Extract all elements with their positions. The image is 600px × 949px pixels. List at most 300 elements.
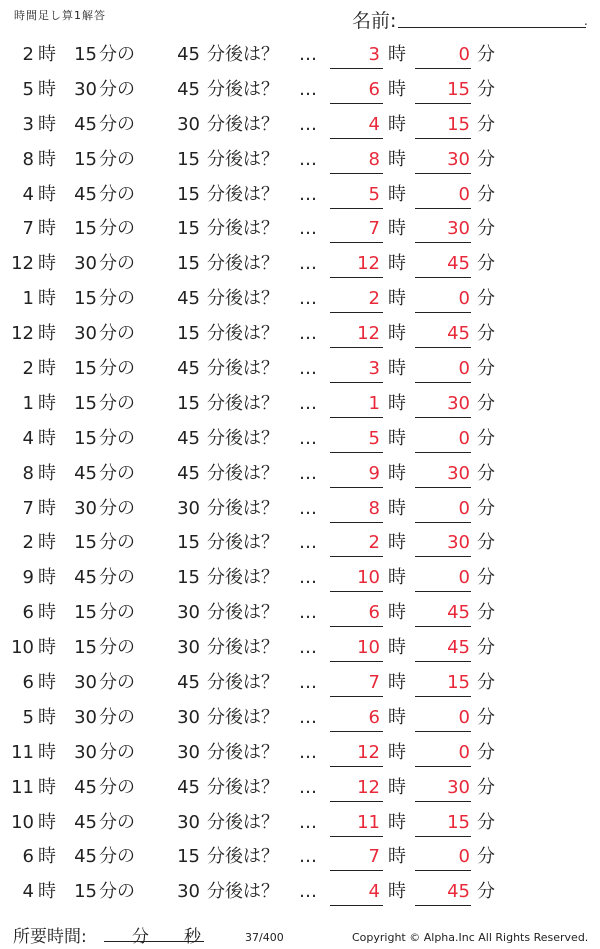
answer-hour-underline (330, 417, 383, 418)
answer-hour-underline (330, 487, 383, 488)
start-hour: 7 (22, 218, 34, 240)
minute-of-label: 分の (99, 113, 135, 135)
answer-minute[interactable]: 0 (458, 183, 470, 205)
start-hour: 2 (22, 44, 34, 65)
answer-minute[interactable]: 45 (447, 637, 470, 659)
start-hour: 12 (11, 253, 34, 275)
answer-hour-label: 時 (388, 183, 406, 205)
name-field-dot: . (584, 14, 588, 28)
start-minute: 45 (74, 462, 97, 484)
ellipsis: … (299, 44, 317, 65)
answer-minute-label: 分 (477, 78, 495, 100)
answer-hour-underline (330, 556, 383, 557)
answer-minute-underline (415, 242, 471, 243)
minutes-after-label: 分後は？ (207, 113, 279, 135)
copyright-text: Copyright © Alpha.Inc All Rights Reserved. (352, 931, 589, 944)
answer-hour[interactable]: 2 (368, 288, 380, 310)
minute-of-label: 分の (99, 323, 135, 345)
start-minute: 15 (74, 881, 97, 903)
answer-minute-underline (415, 487, 471, 488)
added-minutes: 45 (177, 358, 200, 380)
minutes-after-label: 分後は？ (207, 392, 279, 414)
ellipsis: … (299, 392, 317, 414)
added-minutes: 45 (177, 427, 200, 449)
minute-of-label: 分の (99, 881, 135, 903)
start-hour: 4 (22, 881, 34, 903)
ellipsis: … (299, 497, 317, 519)
answer-hour-underline (330, 242, 383, 243)
problem-row (0, 736, 600, 771)
answer-hour-label: 時 (388, 462, 406, 484)
answer-minute[interactable]: 30 (447, 462, 470, 484)
answer-hour-label: 時 (388, 358, 406, 380)
answer-minute-label: 分 (477, 811, 495, 833)
answer-minute-underline (415, 626, 471, 627)
added-minutes: 30 (177, 706, 200, 728)
answer-minute[interactable]: 45 (447, 602, 470, 624)
hour-label: 時 (38, 706, 56, 728)
minute-of-label: 分の (99, 811, 135, 833)
answer-minute-underline (415, 173, 471, 174)
start-hour: 2 (22, 532, 34, 554)
answer-minute-underline (415, 801, 471, 802)
added-minutes: 30 (177, 637, 200, 659)
answer-minute[interactable]: 45 (447, 881, 470, 903)
start-hour: 3 (22, 113, 34, 135)
minute-of-label: 分の (99, 532, 135, 554)
answer-minute-underline (415, 277, 471, 278)
hour-label: 時 (38, 288, 56, 310)
problem-row (0, 317, 600, 352)
ellipsis: … (299, 323, 317, 345)
answer-hour[interactable]: 6 (368, 78, 380, 100)
minute-of-label: 分の (99, 672, 135, 694)
answer-hour[interactable]: 7 (368, 846, 380, 868)
minute-of-label: 分の (99, 462, 135, 484)
answer-hour-label: 時 (388, 811, 406, 833)
answer-minute[interactable]: 30 (447, 776, 470, 798)
answer-minute[interactable]: 0 (458, 846, 470, 868)
answer-minute[interactable]: 0 (458, 497, 470, 519)
problem-row (0, 771, 600, 806)
answer-minute-underline (415, 836, 471, 837)
worksheet-title: 時間足し算1解答 (14, 9, 106, 22)
minute-of-label: 分の (99, 567, 135, 589)
minute-of-label: 分の (99, 288, 135, 310)
answer-hour[interactable]: 5 (368, 183, 380, 205)
ellipsis: … (299, 532, 317, 554)
answer-minute-underline (415, 661, 471, 662)
start-hour: 12 (11, 323, 34, 345)
answer-minute[interactable]: 0 (458, 427, 470, 449)
added-minutes: 15 (177, 218, 200, 240)
minutes-after-label: 分後は？ (207, 672, 279, 694)
answer-hour[interactable]: 7 (368, 672, 380, 694)
ellipsis: … (299, 811, 317, 833)
answer-minute-label: 分 (477, 881, 495, 903)
answer-hour-underline (330, 836, 383, 837)
start-minute: 45 (74, 183, 97, 205)
start-minute: 30 (74, 323, 97, 345)
answer-minute-label: 分 (477, 358, 495, 380)
answer-minute-label: 分 (477, 776, 495, 798)
start-hour: 1 (22, 392, 34, 414)
added-minutes: 15 (177, 532, 200, 554)
start-minute: 45 (74, 846, 97, 868)
added-minutes: 30 (177, 497, 200, 519)
minutes-after-label: 分後は？ (207, 253, 279, 275)
answer-minute-underline (415, 208, 471, 209)
problem-row (0, 387, 600, 422)
ellipsis: … (299, 602, 317, 624)
ellipsis: … (299, 113, 317, 135)
answer-hour[interactable]: 10 (357, 567, 380, 589)
answer-hour-label: 時 (388, 846, 406, 868)
ellipsis: … (299, 776, 317, 798)
answer-minute-label: 分 (477, 288, 495, 310)
start-minute: 15 (74, 637, 97, 659)
minute-of-label: 分の (99, 846, 135, 868)
hour-label: 時 (38, 462, 56, 484)
added-minutes: 30 (177, 113, 200, 135)
answer-hour-underline (330, 103, 383, 104)
answer-hour[interactable]: 12 (357, 776, 380, 798)
problem-row (0, 561, 600, 596)
answer-hour-label: 時 (388, 148, 406, 170)
start-hour: 5 (22, 78, 34, 100)
answer-minute-label: 分 (477, 497, 495, 519)
start-hour: 4 (22, 427, 34, 449)
problem-row (0, 457, 600, 492)
answer-minute[interactable]: 15 (447, 672, 470, 694)
problem-row (0, 701, 600, 736)
hour-label: 時 (38, 183, 56, 205)
minutes-after-label: 分後は？ (207, 358, 279, 380)
minute-of-label: 分の (99, 741, 135, 763)
start-hour: 1 (22, 288, 34, 310)
answer-hour-label: 時 (388, 218, 406, 240)
minutes-after-label: 分後は？ (207, 846, 279, 868)
minutes-after-label: 分後は？ (207, 78, 279, 100)
answer-minute-label: 分 (477, 846, 495, 868)
added-minutes: 15 (177, 846, 200, 868)
start-minute: 30 (74, 741, 97, 763)
added-minutes: 45 (177, 78, 200, 100)
answer-hour-underline (330, 905, 383, 906)
start-minute: 45 (74, 811, 97, 833)
answer-hour-underline (330, 801, 383, 802)
added-minutes: 30 (177, 741, 200, 763)
minutes-after-label: 分後は？ (207, 706, 279, 728)
problem-row (0, 282, 600, 317)
start-hour: 5 (22, 706, 34, 728)
answer-hour[interactable]: 1 (368, 392, 380, 414)
answer-hour[interactable]: 4 (368, 113, 380, 135)
start-hour: 8 (22, 462, 34, 484)
added-minutes: 30 (177, 881, 200, 903)
problem-row (0, 247, 600, 282)
answer-minute-underline (415, 905, 471, 906)
answer-hour-label: 時 (388, 567, 406, 589)
minutes-after-label: 分後は？ (207, 532, 279, 554)
answer-hour-underline (330, 312, 383, 313)
hour-label: 時 (38, 218, 56, 240)
answer-hour-label: 時 (388, 78, 406, 100)
answer-minute[interactable]: 0 (458, 567, 470, 589)
problem-row (0, 666, 600, 701)
answer-minute[interactable]: 15 (447, 113, 470, 135)
answer-minute-underline (415, 696, 471, 697)
start-hour: 6 (22, 602, 34, 624)
minute-of-label: 分の (99, 148, 135, 170)
minute-of-label: 分の (99, 358, 135, 380)
answer-hour-label: 時 (388, 532, 406, 554)
answer-hour[interactable]: 9 (368, 462, 380, 484)
answer-minute-underline (415, 556, 471, 557)
answer-minute-label: 分 (477, 637, 495, 659)
start-minute: 15 (74, 44, 97, 65)
hour-label: 時 (38, 672, 56, 694)
hour-label: 時 (38, 253, 56, 275)
start-minute: 30 (74, 706, 97, 728)
minutes-after-label: 分後は？ (207, 881, 279, 903)
ellipsis: … (299, 672, 317, 694)
start-minute: 15 (74, 358, 97, 380)
problem-row (0, 178, 600, 213)
answer-hour-label: 時 (388, 672, 406, 694)
answer-hour-underline (330, 452, 383, 453)
ellipsis: … (299, 846, 317, 868)
ellipsis: … (299, 881, 317, 903)
answer-minute-label: 分 (477, 462, 495, 484)
answer-minute[interactable]: 30 (447, 392, 470, 414)
answer-minute-underline (415, 417, 471, 418)
answer-minute-label: 分 (477, 741, 495, 763)
answer-minute[interactable]: 0 (458, 288, 470, 310)
answer-minute[interactable]: 45 (447, 253, 470, 275)
start-minute: 30 (74, 497, 97, 519)
start-hour: 9 (22, 567, 34, 589)
minute-of-label: 分の (99, 776, 135, 798)
minutes-after-label: 分後は？ (207, 288, 279, 310)
problem-row (0, 526, 600, 561)
start-minute: 30 (74, 672, 97, 694)
ellipsis: … (299, 253, 317, 275)
added-minutes: 30 (177, 811, 200, 833)
required-time-label: 所要時間: (13, 927, 87, 947)
answer-hour[interactable]: 7 (368, 218, 380, 240)
answer-hour[interactable]: 6 (368, 706, 380, 728)
hour-label: 時 (38, 532, 56, 554)
answer-minute[interactable]: 0 (458, 741, 470, 763)
answer-minute[interactable]: 45 (447, 323, 470, 345)
start-minute: 15 (74, 288, 97, 310)
start-minute: 15 (74, 148, 97, 170)
minutes-after-label: 分後は？ (207, 637, 279, 659)
problem-row (0, 73, 600, 108)
answer-minute[interactable]: 30 (447, 148, 470, 170)
answer-hour[interactable]: 11 (357, 811, 380, 833)
minute-of-label: 分の (99, 253, 135, 275)
added-minutes: 15 (177, 323, 200, 345)
minutes-after-label: 分後は？ (207, 776, 279, 798)
required-time-minutes: 分 (132, 927, 149, 947)
minutes-after-label: 分後は？ (207, 183, 279, 205)
answer-hour-label: 時 (388, 497, 406, 519)
hour-label: 時 (38, 148, 56, 170)
minutes-after-label: 分後は？ (207, 44, 279, 65)
hour-label: 時 (38, 44, 56, 65)
answer-minute-underline (415, 591, 471, 592)
problem-row (0, 212, 600, 247)
start-minute: 15 (74, 427, 97, 449)
answer-hour[interactable]: 8 (368, 148, 380, 170)
answer-hour-underline (330, 68, 383, 69)
answer-hour-underline (330, 277, 383, 278)
ellipsis: … (299, 567, 317, 589)
answer-hour-underline (330, 696, 383, 697)
added-minutes: 45 (177, 44, 200, 65)
answer-hour-underline (330, 766, 383, 767)
hour-label: 時 (38, 427, 56, 449)
answer-minute-underline (415, 452, 471, 453)
answer-hour[interactable]: 3 (368, 44, 380, 65)
hour-label: 時 (38, 358, 56, 380)
start-hour: 8 (22, 148, 34, 170)
answer-hour[interactable]: 10 (357, 637, 380, 659)
start-hour: 6 (22, 672, 34, 694)
problem-row (0, 596, 600, 631)
answer-minute[interactable]: 0 (458, 44, 470, 65)
required-time-seconds: 秒 (184, 927, 201, 947)
answer-hour-label: 時 (388, 427, 406, 449)
start-minute: 45 (74, 567, 97, 589)
minute-of-label: 分の (99, 392, 135, 414)
answer-hour[interactable]: 4 (368, 881, 380, 903)
ellipsis: … (299, 358, 317, 380)
answer-hour[interactable]: 6 (368, 602, 380, 624)
start-minute: 30 (74, 253, 97, 275)
minutes-after-label: 分後は？ (207, 497, 279, 519)
name-field-line[interactable] (398, 27, 586, 28)
answer-hour[interactable]: 12 (357, 253, 380, 275)
answer-hour[interactable]: 5 (368, 427, 380, 449)
answer-hour[interactable]: 2 (368, 532, 380, 554)
answer-hour-label: 時 (388, 44, 406, 65)
answer-minute[interactable]: 15 (447, 78, 470, 100)
answer-hour[interactable]: 12 (357, 741, 380, 763)
answer-minute[interactable]: 0 (458, 358, 470, 380)
answer-minute-label: 分 (477, 113, 495, 135)
ellipsis: … (299, 706, 317, 728)
answer-minute-underline (415, 138, 471, 139)
minutes-after-label: 分後は？ (207, 741, 279, 763)
answer-minute-label: 分 (477, 672, 495, 694)
start-hour: 11 (11, 741, 34, 763)
problem-row (0, 631, 600, 666)
minute-of-label: 分の (99, 497, 135, 519)
answer-minute-underline (415, 312, 471, 313)
problem-row (0, 840, 600, 875)
ellipsis: … (299, 427, 317, 449)
problem-list (0, 38, 600, 910)
answer-hour-label: 時 (388, 881, 406, 903)
answer-hour-label: 時 (388, 741, 406, 763)
start-minute: 15 (74, 392, 97, 414)
answer-hour[interactable]: 12 (357, 323, 380, 345)
answer-hour-label: 時 (388, 706, 406, 728)
problem-row (0, 875, 600, 910)
answer-minute-label: 分 (477, 253, 495, 275)
ellipsis: … (299, 78, 317, 100)
minutes-after-label: 分後は？ (207, 148, 279, 170)
ellipsis: … (299, 637, 317, 659)
minutes-after-label: 分後は？ (207, 323, 279, 345)
answer-minute-label: 分 (477, 183, 495, 205)
answer-hour[interactable]: 3 (368, 358, 380, 380)
start-minute: 45 (74, 776, 97, 798)
answer-minute[interactable]: 0 (458, 706, 470, 728)
hour-label: 時 (38, 846, 56, 868)
answer-minute-underline (415, 103, 471, 104)
answer-hour-label: 時 (388, 637, 406, 659)
answer-hour-underline (330, 522, 383, 523)
answer-minute[interactable]: 15 (447, 811, 470, 833)
ellipsis: … (299, 288, 317, 310)
answer-hour-underline (330, 731, 383, 732)
minute-of-label: 分の (99, 183, 135, 205)
answer-hour-label: 時 (388, 602, 406, 624)
problem-row (0, 422, 600, 457)
answer-hour-underline (330, 138, 383, 139)
answer-hour-label: 時 (388, 253, 406, 275)
answer-minute-label: 分 (477, 392, 495, 414)
start-minute: 30 (74, 78, 97, 100)
answer-hour[interactable]: 8 (368, 497, 380, 519)
hour-label: 時 (38, 637, 56, 659)
problem-row (0, 352, 600, 387)
answer-minute[interactable]: 30 (447, 218, 470, 240)
answer-minute-label: 分 (477, 44, 495, 65)
start-hour: 10 (11, 637, 34, 659)
problem-row (0, 38, 600, 73)
answer-minute-underline (415, 382, 471, 383)
answer-hour-label: 時 (388, 392, 406, 414)
added-minutes: 45 (177, 672, 200, 694)
answer-hour-label: 時 (388, 113, 406, 135)
problem-row (0, 108, 600, 143)
answer-minute-underline (415, 522, 471, 523)
minutes-after-label: 分後は？ (207, 427, 279, 449)
answer-minute-label: 分 (477, 706, 495, 728)
answer-minute-label: 分 (477, 427, 495, 449)
hour-label: 時 (38, 78, 56, 100)
answer-hour-underline (330, 661, 383, 662)
answer-minute-underline (415, 347, 471, 348)
answer-hour-underline (330, 208, 383, 209)
start-minute: 15 (74, 532, 97, 554)
ellipsis: … (299, 462, 317, 484)
hour-label: 時 (38, 113, 56, 135)
hour-label: 時 (38, 567, 56, 589)
hour-label: 時 (38, 392, 56, 414)
ellipsis: … (299, 148, 317, 170)
ellipsis: … (299, 218, 317, 240)
answer-hour-underline (330, 173, 383, 174)
hour-label: 時 (38, 602, 56, 624)
answer-minute-label: 分 (477, 148, 495, 170)
answer-minute[interactable]: 30 (447, 532, 470, 554)
